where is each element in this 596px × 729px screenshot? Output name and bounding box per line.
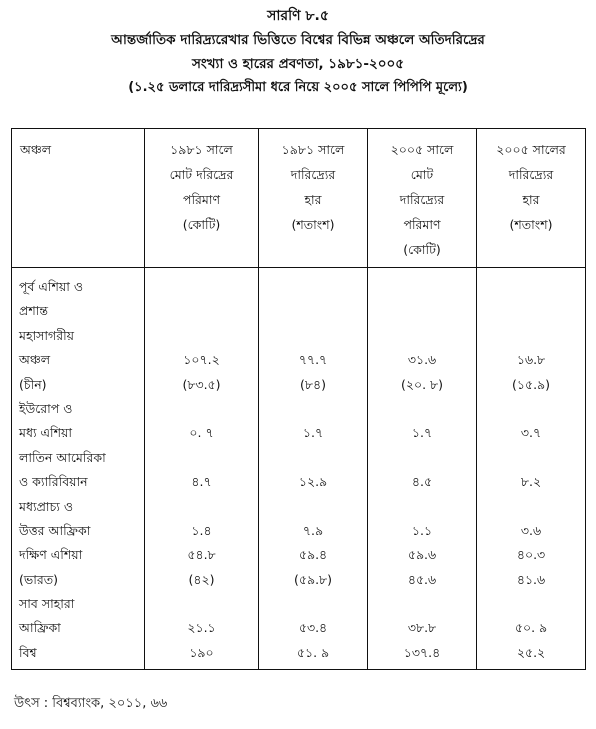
header-line: (কোটি) xyxy=(182,217,221,232)
region-label: মধ্য এশিয়া xyxy=(19,425,73,441)
header-line: (শতাংশ) xyxy=(509,217,553,232)
value-cell xyxy=(368,495,476,519)
region-label: পূর্ব এশিয়া ও xyxy=(19,279,84,294)
header-line: দারিদ্র্যের xyxy=(290,167,336,182)
header-line: দারিদ্র্যের xyxy=(399,192,445,207)
value-cell xyxy=(259,592,367,616)
region-label: মহাসাগরীয় xyxy=(19,327,75,343)
value-cell xyxy=(259,495,367,519)
value-cell: (৫৯.৮) xyxy=(293,571,333,587)
value-cell: (৪২) xyxy=(188,571,215,587)
value-cell: (৮৪) xyxy=(300,376,326,392)
value-cell: ০. ৭ xyxy=(189,425,214,441)
value-cell: ৫০. ৯ xyxy=(514,620,548,636)
region-label: ইউরোপ ও xyxy=(19,400,73,416)
value-cell: ৩.৬ xyxy=(520,522,542,538)
value-cell: ৩৮.৮ xyxy=(407,620,437,636)
value-cell xyxy=(259,446,367,470)
value-cell xyxy=(477,275,585,299)
value-cell: ৭৭.৭ xyxy=(298,352,328,368)
value-cell: (১৫.৯) xyxy=(511,376,551,392)
value-cell xyxy=(368,324,476,348)
value-cell xyxy=(145,495,258,519)
header-line: (কোটি) xyxy=(403,242,441,257)
value-cell: ৫১. ৯ xyxy=(296,644,330,660)
poor-count-2005-header xyxy=(368,129,477,268)
header-line: ১৯৮১ সালে xyxy=(281,142,345,157)
value-cell: ৫৯.৪ xyxy=(298,547,328,563)
region-label: (চীন) xyxy=(19,376,47,392)
poverty-rate-2005-cell xyxy=(477,268,586,670)
value-cell xyxy=(259,275,367,299)
header-line: ১৯৮১ সালে xyxy=(170,142,233,157)
value-cell: (২০. ৮) xyxy=(400,376,444,392)
header-line: ২০০৫ সালের xyxy=(496,142,566,157)
header-line: হার xyxy=(304,192,322,207)
value-cell xyxy=(477,446,585,470)
value-cell xyxy=(145,324,258,348)
header-line: (শতাংশ) xyxy=(291,217,335,232)
value-cell xyxy=(477,299,585,323)
header-line: মোট দরিদ্রের xyxy=(169,167,234,182)
header-line: দারিদ্র্যের xyxy=(508,167,554,182)
value-cell xyxy=(145,299,258,323)
value-cell: ২১.১ xyxy=(187,620,216,636)
table-label: সারণি ৮.৫ xyxy=(267,8,329,24)
region-label: দক্ষিণ এশিয়া xyxy=(19,547,83,563)
value-cell xyxy=(368,397,476,421)
value-cell: ৫৩.৪ xyxy=(298,620,328,636)
poverty-rate-1981-cell xyxy=(259,268,368,670)
value-cell xyxy=(477,324,585,348)
region-label: ও ক্যারিবিয়ান xyxy=(19,474,88,490)
value-cell xyxy=(145,592,258,616)
value-cell: ৫৯.৬ xyxy=(407,547,437,563)
value-cell: ৪০.৩ xyxy=(516,547,546,563)
value-cell: ৮.২ xyxy=(520,474,542,490)
value-cell: ১৬.৮ xyxy=(516,352,546,368)
poverty-table xyxy=(11,128,586,670)
value-cell xyxy=(368,299,476,323)
value-cell xyxy=(368,446,476,470)
data-row xyxy=(12,268,586,670)
header-line: পরিমাণ xyxy=(403,217,441,232)
value-cell: (৮৩.৫) xyxy=(182,376,221,392)
table-heading xyxy=(0,4,596,100)
region-label: বিশ্ব xyxy=(19,644,37,660)
value-cell: ২৫.২ xyxy=(516,644,546,660)
region-label: উত্তর আফ্রিকা xyxy=(19,522,91,538)
value-cell: ১৩৭.৪ xyxy=(403,644,441,660)
value-cell: ৪১.৬ xyxy=(516,571,546,587)
value-cell xyxy=(368,275,476,299)
region-label: মধ্যপ্রাচ্য ও xyxy=(19,498,74,514)
poor-count-1981-header xyxy=(145,129,259,268)
poor-count-2005-cell xyxy=(368,268,477,670)
value-cell: ৪.৫ xyxy=(411,474,433,490)
region-label: অঞ্চল xyxy=(19,352,51,368)
value-cell xyxy=(259,299,367,323)
value-cell: ৭.৯ xyxy=(302,522,324,538)
poor-count-1981-cell xyxy=(145,268,259,670)
table-note: (১.২৫ ডলারে দারিদ্র্যসীমা ধরে নিয়ে ২০০৫ সালে পিপিপি মূল্যে) xyxy=(128,80,468,95)
value-cell xyxy=(477,495,585,519)
value-cell: ১.৭ xyxy=(302,425,324,441)
value-cell: ১.১ xyxy=(411,522,433,538)
region-label: লাতিন আমেরিকা xyxy=(19,449,106,465)
value-cell: ১৯০ xyxy=(189,644,214,660)
region-label: আফ্রিকা xyxy=(19,620,61,636)
source-note: উৎস : বিশ্বব্যাংক, ২০১১, ৬৬ xyxy=(14,696,168,711)
poverty-rate-1981-header xyxy=(259,129,368,268)
header-line: ২০০৫ সালে xyxy=(390,142,454,157)
header-line: হার xyxy=(522,192,540,207)
value-cell: ৩.৭ xyxy=(520,425,542,441)
value-cell: ১.৪ xyxy=(191,522,212,538)
value-cell xyxy=(145,397,258,421)
value-cell xyxy=(368,592,476,616)
region-column-cell xyxy=(12,268,145,670)
header-line: অঞ্চল xyxy=(20,142,52,157)
table-title-line-2: সংখ্যা ও হারের প্রবণতা, ১৯৮১-২০০৫ xyxy=(191,56,405,72)
value-cell xyxy=(259,324,367,348)
value-cell xyxy=(145,275,258,299)
value-cell xyxy=(477,397,585,421)
value-cell xyxy=(145,446,258,470)
value-cell xyxy=(259,397,367,421)
value-cell: ৪.৭ xyxy=(191,474,212,490)
table-title-line-1: আন্তর্জাতিক দারিদ্র্যরেখার ভিত্তিতে বিশ্বের বিভিন্ন অঞ্চলে অতিদরিদ্রের xyxy=(111,32,485,48)
region-label: সাব সাহারা xyxy=(19,596,75,612)
region-header xyxy=(12,129,145,268)
region-label: প্রশান্ত xyxy=(19,303,48,319)
header-line: মোট xyxy=(410,167,434,182)
region-label: (ভারত) xyxy=(19,571,58,587)
header-row xyxy=(12,129,586,268)
header-line: পরিমাণ xyxy=(182,192,221,207)
value-cell: ১২.৯ xyxy=(298,474,328,490)
value-cell: ১০৭.২ xyxy=(183,352,220,368)
value-cell: ৫৪.৮ xyxy=(187,547,216,563)
value-cell: ৪৫.৬ xyxy=(407,571,437,587)
value-cell xyxy=(477,592,585,616)
value-cell: ৩১.৬ xyxy=(407,352,437,368)
poverty-rate-2005-header xyxy=(477,129,586,268)
value-cell: ১.৭ xyxy=(411,425,433,441)
